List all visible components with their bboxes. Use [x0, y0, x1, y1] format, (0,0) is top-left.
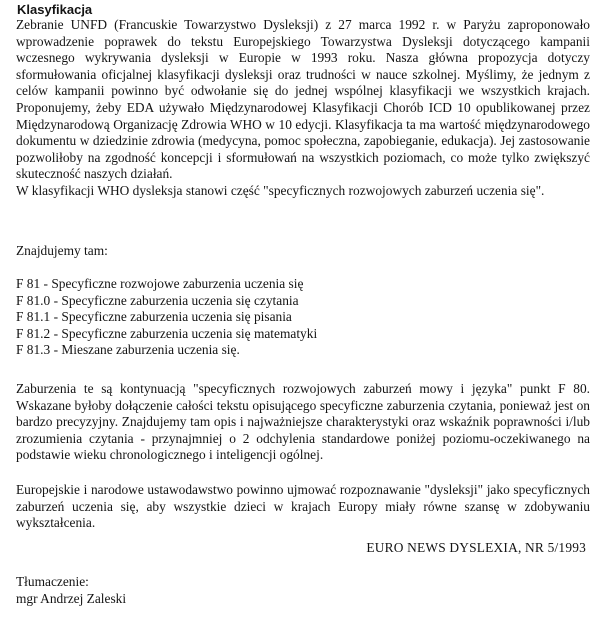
document-title: Klasyfikacja: [17, 2, 93, 17]
intro-paragraph: Zebranie UNFD (Francuskie Towarzystwo Dysleksji) z 27 marca 1992 r. w Paryżu zaproponowało wprowadzenie poprawek do tekstu Europejskiego Towarzystwa Dysleksji dotyczącego kampanii wczesnego wykrywania dysleksji w Europie w 1993 roku. Nasza główna propozycja dotyczy sformułowania oficjalnej klasyfikacji dysleksji oraz trudności w nauce szkolnej. Myślimy, że jednym z celów kampanii powinno być odwołanie się do jednej wspólnej klasyfikacji we wszystkich krajach. Proponujemy, żeby EDA używało Międzynarodowej Klasyfikacji Chorób ICD 10 opublikowanej przez Międzynarodową Organizację Zdrowia WHO w 10 edycji. Klasyfikacja ta ma wartość międzynarodowego dokumentu w dziedzinie zdrowia (medycyna, pomoc społeczna, zapobieganie, edukacja). Jej zastosowanie pozwoliłoby na zgodność koncepcji i sformułowań na wszystkich poziomach, co może tylko zwiększyć skuteczność naszych działań.: [16, 17, 590, 182]
who-sentence: W klasyfikacji WHO dysleksja stanowi część "specyficznych rozwojowych zaburzeń uczenia się".: [16, 182, 545, 198]
legislation-paragraph: Europejskie i narodowe ustawodawstwo powinno ujmować rozpoznawanie "dysleksji" jako specyficznych zaburzeń uczenia się, aby wszystkie dzieci w krajach Europy miały równe szansę w zdobywaniu wykształcenia.: [16, 482, 590, 531]
translation-label: Tłumaczenie:: [16, 574, 89, 589]
code-item-f81-2: F 81.2 - Specyficzne zaburzenia uczenia się matematyki: [16, 325, 318, 341]
code-item-f81-1: F 81.1 - Specyficzne zaburzenia uczenia się pisania: [16, 309, 292, 325]
translator-name: mgr Andrzej Zaleski: [16, 591, 127, 606]
code-item-f81-3: F 81.3 - Mieszane zaburzenia uczenia się.: [16, 342, 240, 358]
code-item-f81: F 81 - Specyficzne rozwojowe zaburzenia uczenia się: [16, 276, 304, 291]
source-citation: EURO NEWS DYSLEXIA, NR 5/1993: [366, 540, 586, 555]
continuation-paragraph: Zaburzenia te są kontynuacją "specyficznych rozwojowych zaburzeń mowy i języka" punkt F 80. Wskazane byłoby dołączenie całości tekstu opisującego specyficzne zaburzenia czytania, ponieważ jest on bardzo precyzyjny. Znajdujemy tam opis i najważniejsze charakterystyki oraz wskaźnik poprawności i/lub zrozumienia czytania - przynajmniej o 2 odchylenia standardowe poniżej poziomu-oczekiwanego na podstawie wieku chronologicznego i inteligencji ogólnej.: [16, 381, 590, 463]
classification-codes-list: [16, 276, 317, 359]
code-item-f81-0: F 81.0 - Specyficzne zaburzenia uczenia się czytania: [16, 292, 299, 308]
intro-block: [16, 17, 590, 200]
found-label: Znajdujemy tam:: [16, 243, 108, 258]
